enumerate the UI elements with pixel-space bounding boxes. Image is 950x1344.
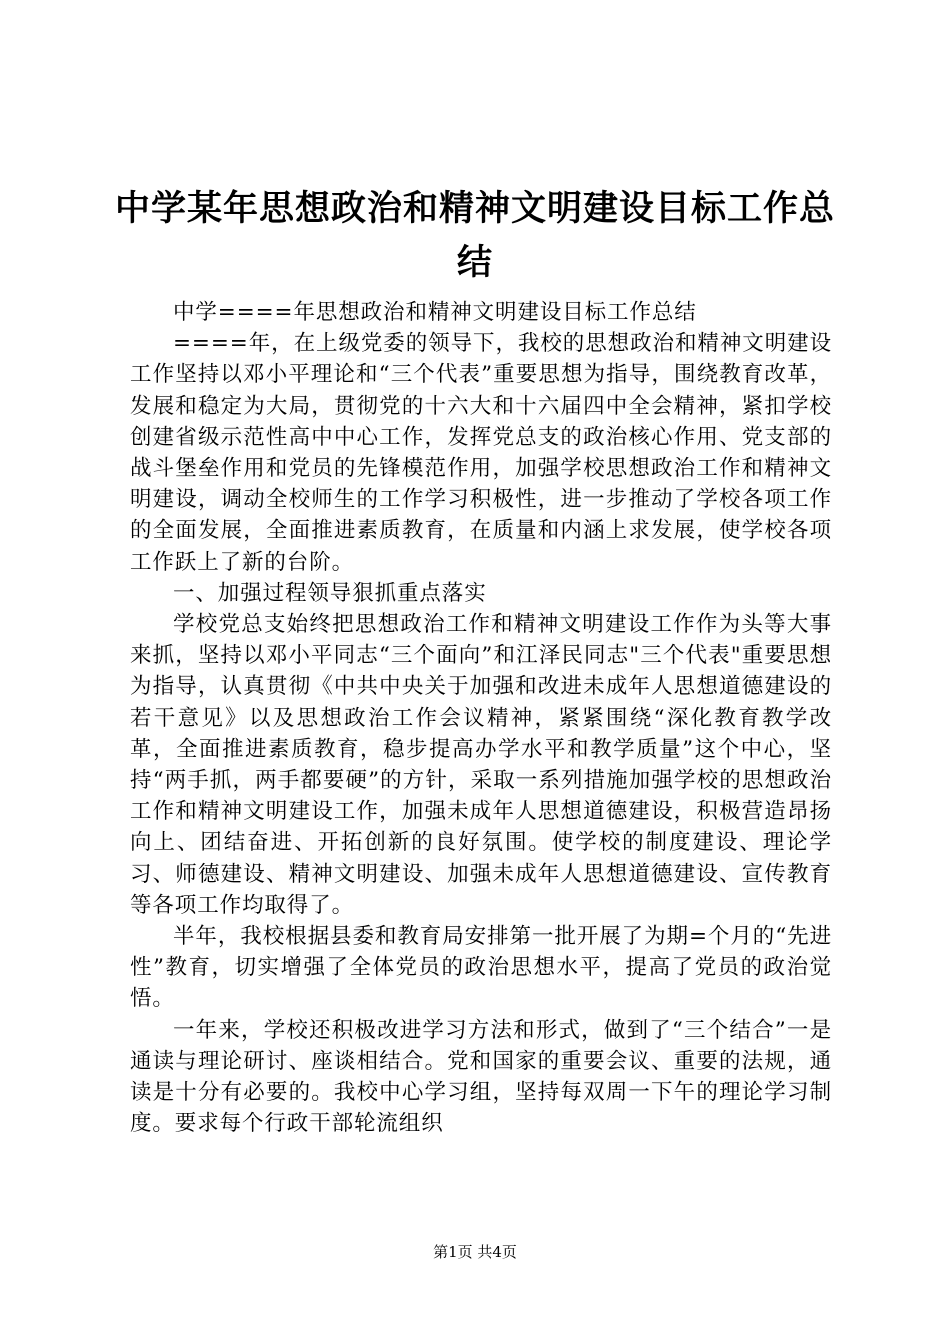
body-paragraph: 半年，我校根据县委和教育局安排第一批开展了为期=个月的“先进性”教育，切实增强了全体党员的政治思想水平，提高了党员的政治觉悟。	[130, 924, 832, 1012]
document-body	[130, 297, 832, 1139]
body-paragraph: 中学====年思想政治和精神文明建设目标工作总结	[173, 300, 697, 325]
body-paragraph: ====年，在上级党委的领导下，我校的思想政治和精神文明建设工作坚持以邓小平理论和“三个代表”重要思想为指导，围绕教育改革，发展和稳定为大局，贯彻党的十六大和十六届四中全会精神，紧扣学校创建省级示范性高中中心工作，发挥党总支的政治核心作用、党支部的战斗堡垒作用和党员的先锋模范作用，加强学校思想政治工作和精神文明建设，调动全校师生的工作学习积极性，进一步推动了学校各项工作的全面发展，全面推进素质教育，在质量和内涵上求发展，使学校各项工作跃上了新的台阶。	[130, 331, 832, 575]
section-heading: 一、加强过程领导狠抓重点落实	[173, 580, 487, 606]
body-paragraph: 学校党总支始终把思想政治工作和精神文明建设工作作为头等大事来抓，坚持以邓小平同志“三个面向”和江泽民同志"三个代表"重要思想为指导，认真贯彻《中共中央关于加强和改进未成年人思想道德建设的若干意见》以及思想政治工作会议精神，紧紧围绕“深化教育教学改革，全面推进素质教育，稳步提高办学水平和教学质量”这个中心，坚持“两手抓，两手都要硬”的方针，采取一系列措施加强学校的思想政治工作和精神文明建设工作，加强未成年人思想道德建设，积极营造昂扬向上、团结奋进、开拓创新的良好氛围。使学校的制度建设、理论学习、师德建设、精神文明建设、加强未成年人思想道德建设、宣传教育等各项工作均取得了。	[130, 612, 832, 918]
document-title: 中学某年思想政治和精神文明建设目标工作总结	[114, 189, 835, 283]
page-number-footer: 第1页 共4页	[433, 1243, 517, 1261]
body-paragraph: 一年来，学校还积极改进学习方法和形式，做到了“三个结合”一是通读与理论研讨、座谈相结合。党和国家的重要会议、重要的法规，通读是十分有必要的。我校中心学习组，坚持每双周一下午的理论学习制度。要求每个行政干部轮流组织	[130, 1017, 832, 1137]
